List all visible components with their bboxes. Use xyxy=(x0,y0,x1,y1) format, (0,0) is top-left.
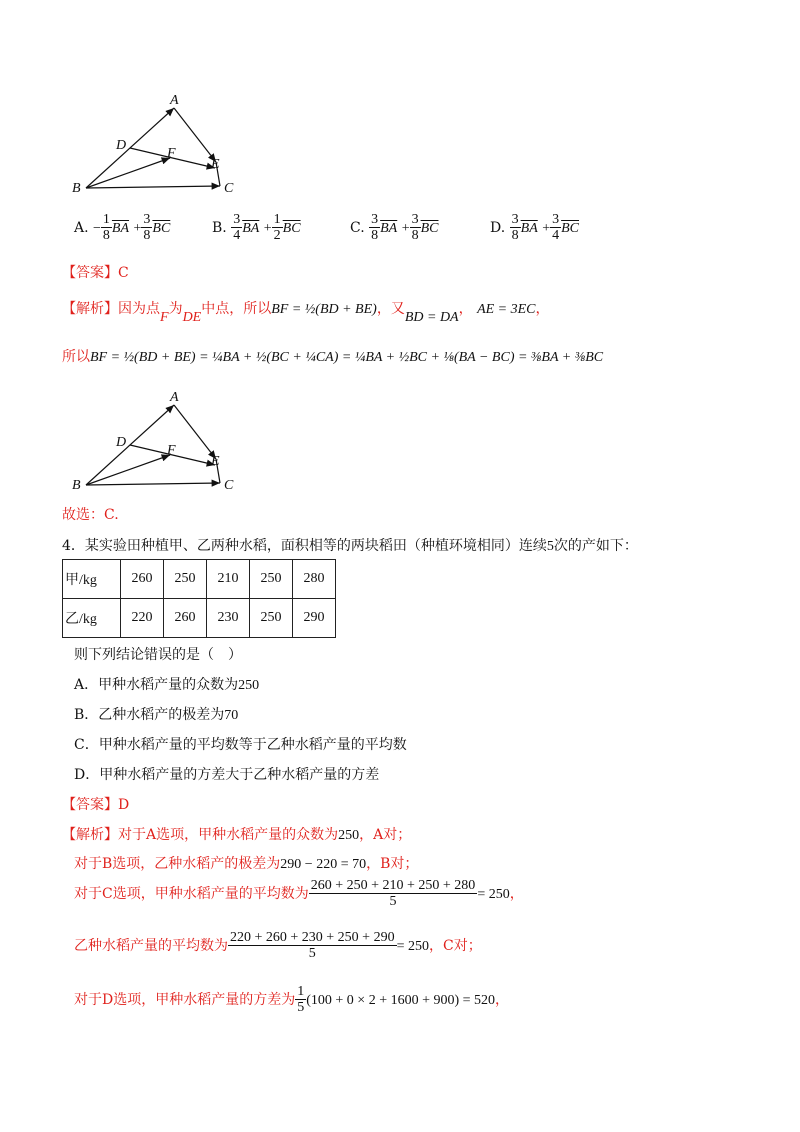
q4-analysis-line1: 【解析】对于A选项，甲种水稻产量的众数为250，A对； xyxy=(62,827,412,843)
label-D: D xyxy=(116,138,127,153)
label-F: F xyxy=(167,443,176,458)
label-A: A xyxy=(170,390,179,405)
label-E: E xyxy=(211,454,220,469)
q3-conclusion: 故选：C. xyxy=(62,507,119,523)
table-cell: 220 xyxy=(121,599,164,638)
label-F: F xyxy=(167,146,176,161)
triangle-figure-bottom xyxy=(60,385,250,495)
q4-option-b[interactable]: B．乙种水稻产的极差为70 xyxy=(74,707,239,723)
table-cell: 260 xyxy=(164,599,207,638)
label-C: C xyxy=(224,181,234,196)
q3-option-b[interactable]: B. $\frac{3}{4}$ BA + $\frac{1}{2}$ BC xyxy=(212,212,301,244)
triangle-figure-top xyxy=(60,88,250,198)
table-cell: 230 xyxy=(207,599,250,638)
label-A: A xyxy=(170,93,179,108)
q4-option-d[interactable]: D．甲种水稻产量的方差大于乙种水稻产量的方差 xyxy=(74,767,380,783)
label-D: D xyxy=(116,435,127,450)
q4-analysis-line2: 对于B选项，乙种水稻产的极差为290 − 220 = 70，B对； xyxy=(74,856,419,872)
table-row xyxy=(63,560,336,599)
label-B: B xyxy=(72,181,81,196)
q3-option-a[interactable]: A. − $\frac{1}{8}$ BA + $\frac{3}{8}$ BC xyxy=(74,212,171,244)
q4-question: 则下列结论错误的是（ ） xyxy=(74,647,242,663)
table-cell: 250 xyxy=(250,560,293,599)
label-E: E xyxy=(211,157,220,172)
row-head-yi: 乙/kg xyxy=(63,599,121,638)
table-row xyxy=(63,599,336,638)
table-cell: 210 xyxy=(207,560,250,599)
label-B: B xyxy=(72,478,81,493)
q3-option-c[interactable]: C. $\frac{3}{8}$ BA + $\frac{3}{8}$ BC xyxy=(350,212,439,244)
q3-analysis-line1: 【解析】因为点F为DE中点，所以BF = ½(BD + BE)，又BD = DA， AE = 3EC， xyxy=(62,301,550,325)
q4-analysis-line5: 对于D选项，甲种水稻产量的方差为 $\frac{1}{5}$ (100 + 0 × 2 + 1600 + 900) = 520， xyxy=(74,984,510,1016)
q3-option-d[interactable]: D. $\frac{3}{8}$ BA + $\frac{3}{4}$ BC xyxy=(490,212,579,244)
q4-answer: 【答案】D xyxy=(62,797,130,813)
q4-analysis-line4: 乙种水稻产量的平均数为 $\frac{220 + 260 + 230 + 250 + 290}{5}$ = 250，C对； xyxy=(74,930,482,962)
q4-stem: 4．某实验田种植甲、乙两种水稻，面积相等的两块稻田（种植环境相同）连续5次的产如下： xyxy=(62,538,638,554)
q3-answer: 【答案】C xyxy=(62,265,129,281)
table-cell: 290 xyxy=(293,599,336,638)
table-cell: 260 xyxy=(121,560,164,599)
q4-option-c[interactable]: C．甲种水稻产量的平均数等于乙种水稻产量的平均数 xyxy=(74,737,407,753)
yield-table xyxy=(62,559,336,638)
table-cell: 250 xyxy=(250,599,293,638)
q3-analysis-line2: 所以BF = ½(BD + BE) = ¼BA + ½(BC + ¼CA) = ¼BA + ½BC + ⅛(BA − BC) = ⅜BA + ⅜BC xyxy=(62,349,604,365)
q4-analysis-line3: 对于C选项，甲种水稻产量的平均数为 $\frac{260 + 250 + 210 + 250 + 280}{5}$ = 250， xyxy=(74,878,524,910)
row-head-jia: 甲/kg xyxy=(63,560,121,599)
q4-option-a[interactable]: A．甲种水稻产量的众数为250 xyxy=(74,677,260,693)
table-cell: 250 xyxy=(164,560,207,599)
table-cell: 280 xyxy=(293,560,336,599)
label-C: C xyxy=(224,478,234,493)
